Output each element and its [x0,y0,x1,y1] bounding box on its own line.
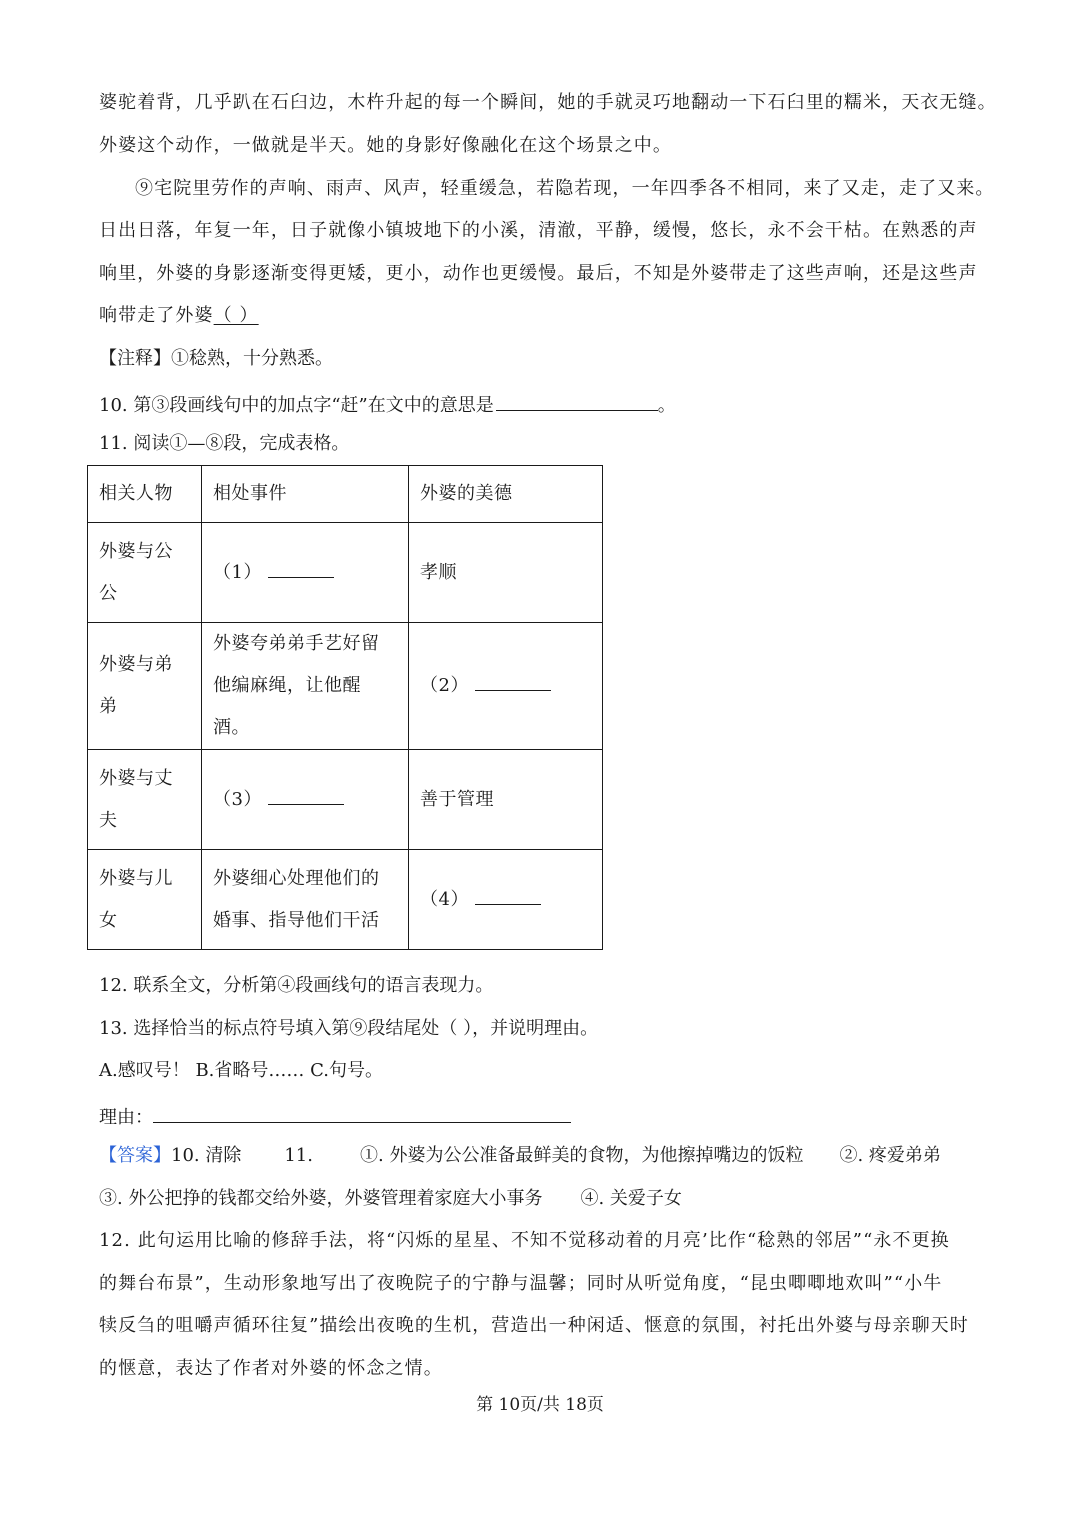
question-10-text: 10. 第③段画线句中的加点字“赶”在文中的意思是 [99,395,494,416]
answer-12-line: 的惬意，表达了作者对外婆的怀念之情。 [99,1358,443,1379]
table-cell-person: 外婆与丈 夫 [88,750,202,850]
table-cell-virtue [409,850,603,950]
passage-last-line [99,304,259,328]
table-cell-person: 外婆与公 公 [88,523,202,623]
table-cell-person: 外婆与儿 女 [88,850,202,950]
table-row [88,750,603,850]
answer-11-3: ③. 外公把挣的钱都交给外婆，外婆管理着家庭大小事务 [99,1188,543,1209]
reason-label: 理由： [99,1107,153,1128]
table-cell-event [202,523,409,623]
table-header-cell: 相关人物 [88,466,202,523]
table-header-cell: 外婆的美德 [409,466,603,523]
table-header-cell: 相处事件 [202,466,409,523]
table-row [88,850,603,950]
table-cell-virtue: 孝顺 [409,523,603,623]
table-cell-event: 外婆细心处理他们的 婚事、指导他们干活 [202,850,409,950]
question-13: 13. 选择恰当的标点符号填入第⑨段结尾处（ ），并说明理由。 [99,1018,599,1039]
answer-11-4: ④. 关爱子女 [580,1188,682,1209]
question-13-reason [99,1102,571,1130]
answer-blank-line [475,672,551,691]
answer-12-line: 犊反刍的咀嚼声循环往复”描绘出夜晚的生机，营造出一种闲适、惬意的氛围，衬托出外婆与母亲聊天时 [99,1315,969,1336]
summary-table [87,465,603,950]
answer-11-label: 11. [284,1145,313,1166]
annotation-note: 【注释】①稔熟，十分熟悉。 [99,348,333,369]
table-cell-person: 外婆与弟 弟 [88,623,202,750]
answer-blank-label: （2） [420,675,469,696]
answer-blank-label: （3） [213,788,262,810]
passage-line: 响里，外婆的身影逐渐变得更矮，更小，动作也更缓慢。最后，不知是外婆带走了这些声响，还是这些声 [99,263,978,284]
table-cell-event: 外婆夸弟弟手艺好留 他编麻绳，让他醒酒。 [202,623,409,750]
passage-line: 日出日落，年复一年，日子就像小镇坡地下的小溪，清澈，平静，缓慢，悠长，永不会干枯。在熟悉的声 [99,220,978,241]
answer-10: 10. 清除 [171,1145,242,1166]
answer-12-line: 的舞台布景”，生动形象地写出了夜晚院子的宁静与温馨；同时从听觉角度，“昆虫唧唧地欢叫”“小牛 [99,1273,943,1294]
answer-12-line: 12. 此句运用比喻的修辞手法，将“闪烁的星星、不知不觉移动着的月亮’比作“稔熟的邻居”“永不更换 [99,1230,950,1251]
passage-paragraph-9-start: ⑨宅院里劳作的声响、雨声、风声，轻重缓急，若隐若现，一年四季各不相同，来了又走，走了又来。 [135,178,995,199]
table-cell-virtue [409,623,603,750]
answer-blank-line [268,559,334,578]
answer-blank-label: （4） [420,888,469,910]
question-11: 11. 阅读①—⑧段，完成表格。 [99,433,350,454]
paragraph-end-blank: （ ） [213,305,259,326]
passage-line: 外婆这个动作，一做就是半天。她的身影好像融化在这个场景之中。 [99,135,672,156]
passage-line: 婆驼着背，几乎趴在石臼边，木杵升起的每一个瞬间，她的手就灵巧地翻动一下石臼里的糯米，天衣无缝。 [99,92,997,113]
answer-blank-line [475,886,541,905]
question-10-end: 。 [657,395,676,416]
table-row [88,523,603,623]
answer-11-2: ②. 疼爱弟弟 [839,1145,941,1166]
question-10-blank [496,390,658,411]
passage-line: 响带走了外婆 [99,305,214,326]
answer-line-1 [99,1144,941,1168]
answer-blank-label: （1） [213,561,262,583]
question-12: 12. 联系全文，分析第④段画线句的语言表现力。 [99,975,494,996]
answer-blank-line [268,786,344,805]
question-10 [99,390,676,418]
table-cell-event [202,750,409,850]
answer-tag: 【答案】 [99,1145,171,1166]
table-header-row [88,466,603,523]
page-footer: 第 10页/共 18页 [476,1395,604,1415]
question-13-options: A.感叹号！ B.省略号…… C.句号。 [99,1060,383,1081]
table-row [88,623,603,750]
reason-blank [153,1102,571,1123]
answer-line-2 [99,1187,682,1211]
answer-11-1: ①. 外婆为公公准备最鲜美的食物，为他擦掉嘴边的饭粒 [360,1145,804,1166]
table-cell-virtue: 善于管理 [409,750,603,850]
